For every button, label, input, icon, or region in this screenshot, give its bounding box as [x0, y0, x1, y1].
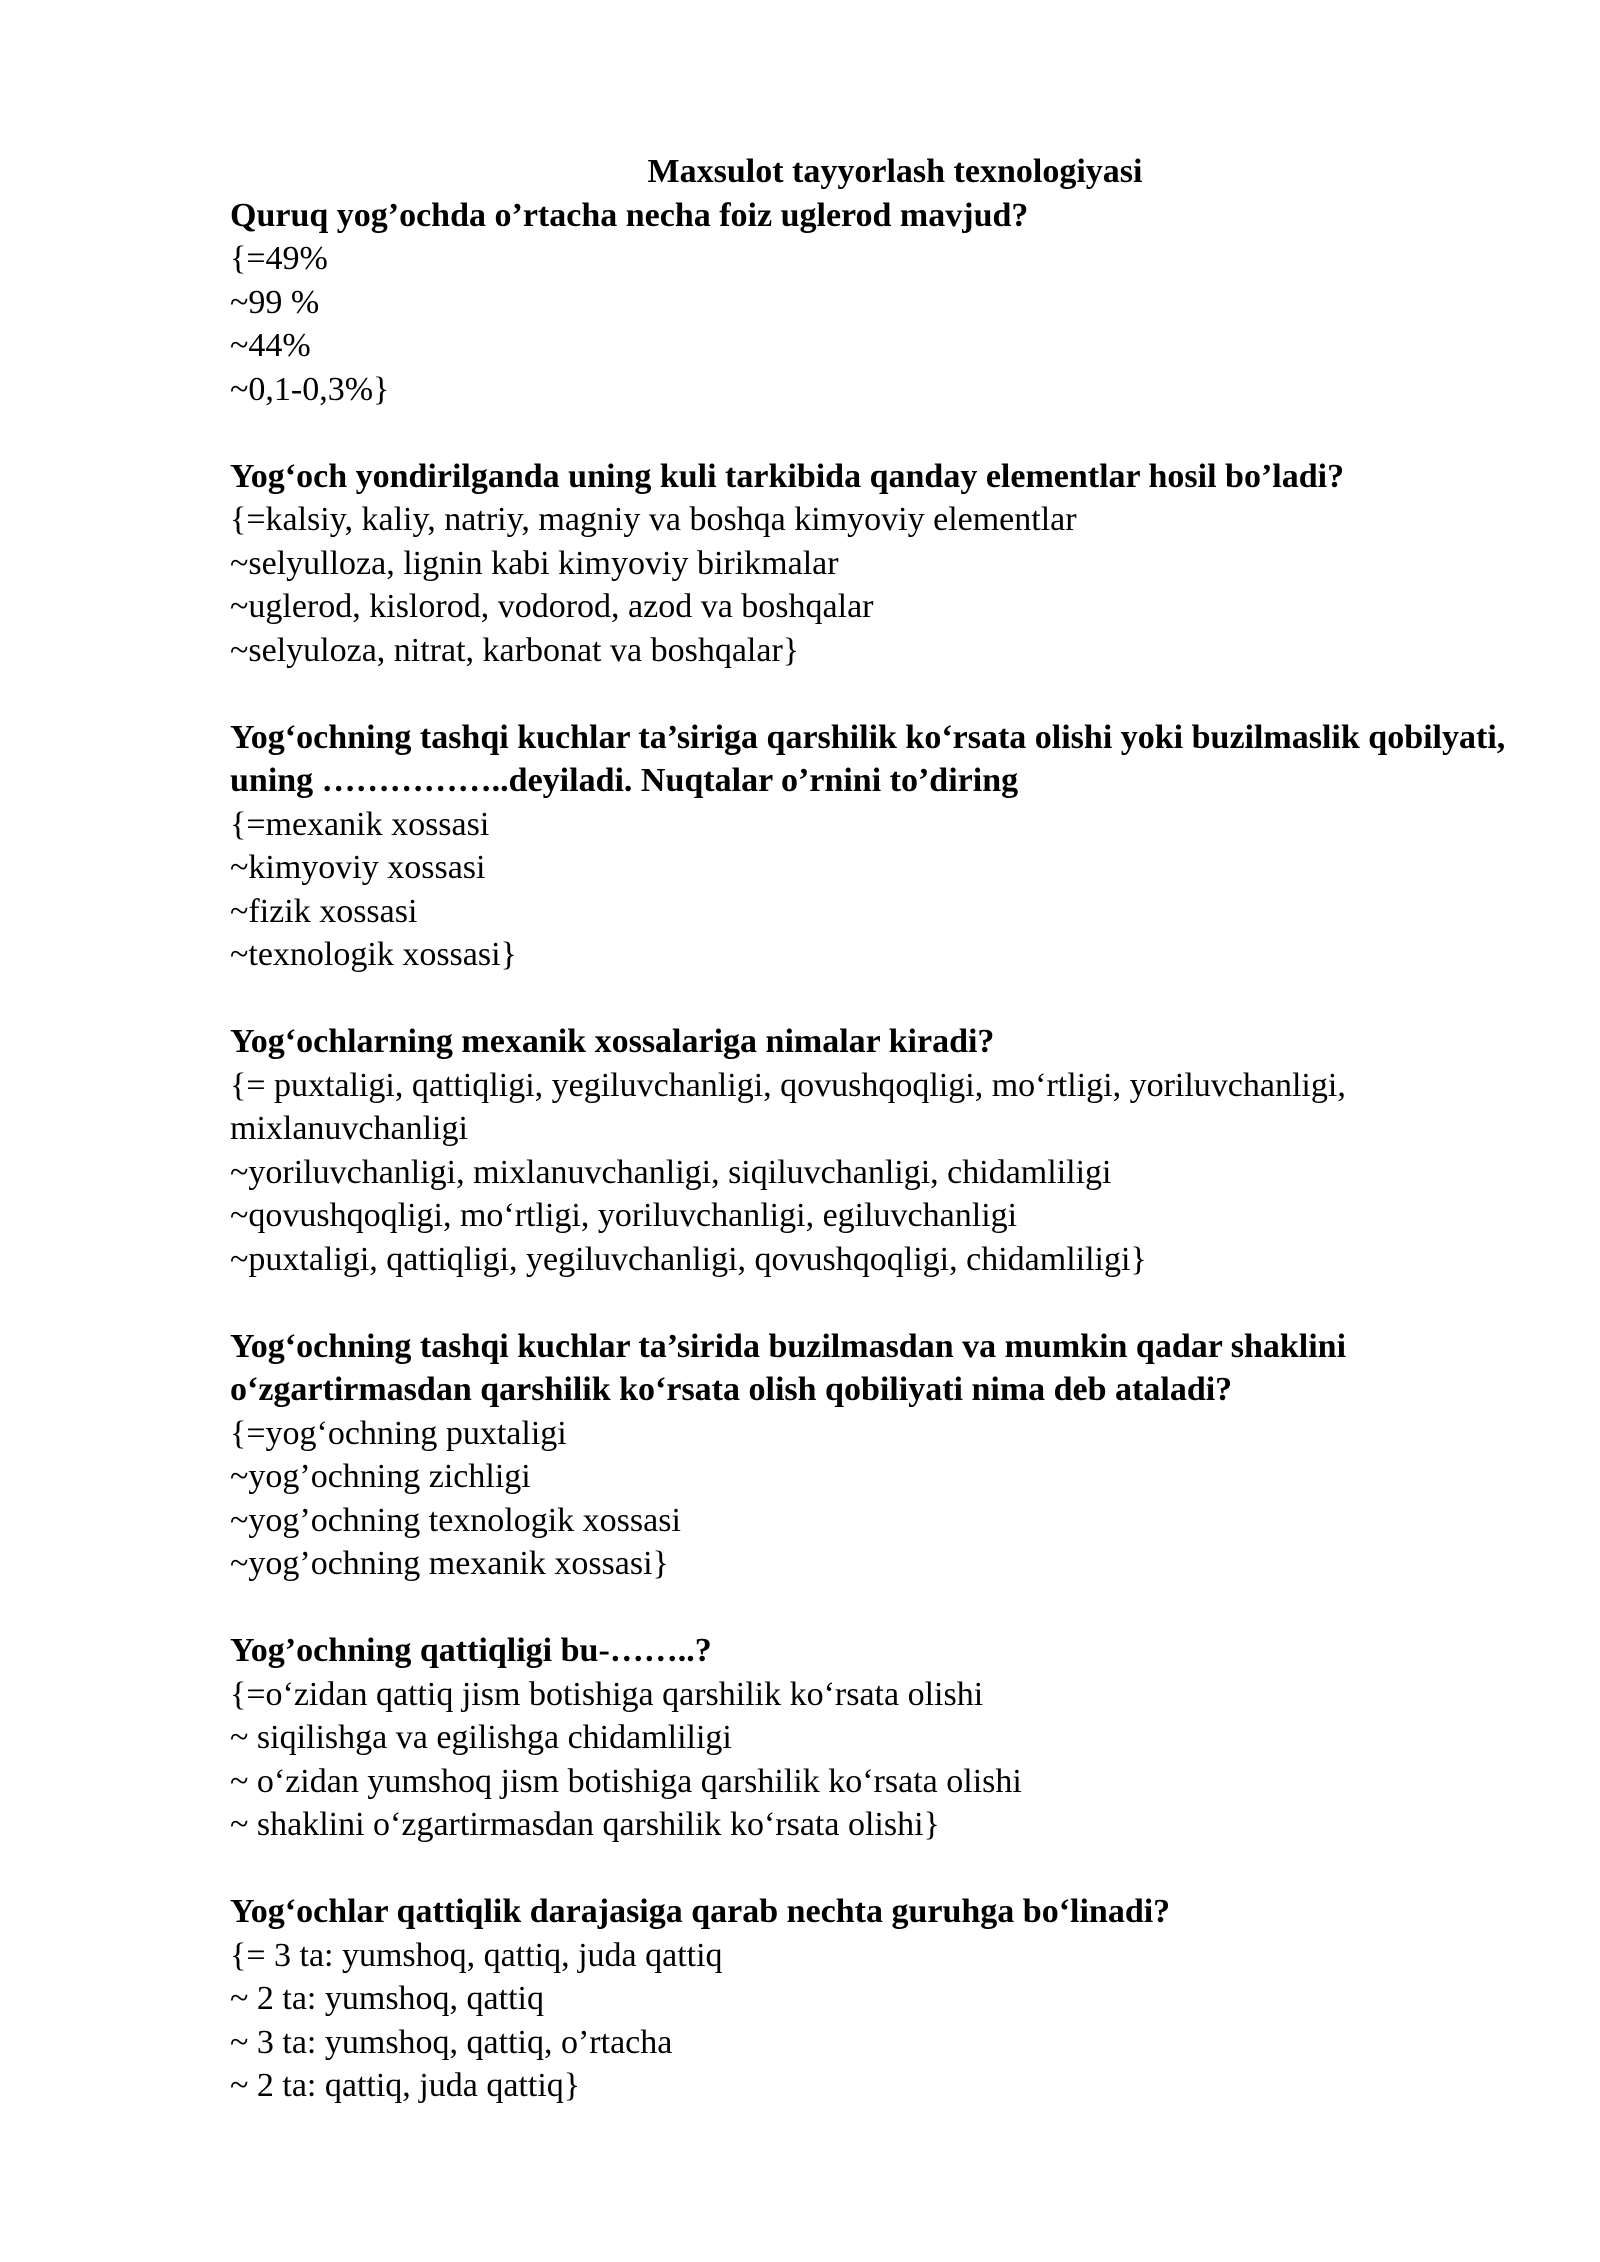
answer-option: ~0,1-0,3%}	[230, 370, 390, 408]
answer-option: ~fizik xossasi	[230, 892, 418, 930]
document-title: Maxsulot tayyorlash texnologiyasi	[647, 153, 1143, 190]
answer-option: ~ o‘zidan yumshoq jism botishiga qarshilik ko‘rsata olishi	[230, 1762, 1022, 1800]
answer-option: ~yog’ochning mexanik xossasi}	[230, 1545, 669, 1582]
answer-option: ~ shaklini o‘zgartirmasdan qarshilik ko‘rsata olishi}	[230, 1806, 940, 1843]
answer-option: ~qovushqoqligi, mo‘rtligi, yoriluvchanligi, egiluvchanligi	[230, 1197, 1018, 1234]
answer-option: {= 3 ta: yumshoq, qattiq, juda qattiq	[230, 1936, 723, 1974]
question-block-5	[230, 1325, 1520, 1586]
answer-option: ~puxtaligi, qattiqligi, yegiluvchanligi, qovushqoqligi, chidamliligi}	[230, 1240, 1147, 1278]
answer-option: {=yog‘ochning puxtaligi	[230, 1414, 567, 1452]
answer-option: ~yog’ochning zichligi	[230, 1458, 531, 1495]
answer-option: ~44%	[230, 327, 311, 364]
answer-option: {=o‘zidan qattiq jism botishiga qarshilik ko‘rsata olishi	[230, 1675, 984, 1713]
answer-option: ~ 3 ta: yumshoq, qattiq, o’rtacha	[230, 2023, 673, 2061]
question-text: Yog‘och yondirilganda uning kuli tarkibida qanday elementlar hosil bo’ladi?	[230, 457, 1345, 495]
answer-option: ~yoriluvchanligi, mixlanuvchanligi, siqiluvchanligi, chidamliligi	[230, 1153, 1112, 1191]
answer-option: {=49%	[230, 240, 328, 277]
answer-option: ~99 %	[230, 283, 320, 321]
question-block-1	[230, 194, 1520, 412]
answer-option: {= puxtaligi, qattiqligi, yegiluvchanligi, qovushqoqligi, mo‘rtligi, yoriluvchanligi, mixlanuvchanligi	[230, 1066, 1346, 1147]
answer-option: ~ 2 ta: qattiq, juda qattiq}	[230, 2067, 581, 2104]
answer-option: ~uglerod, kislorod, vodorod, azod va boshqalar	[230, 588, 874, 625]
question-block-7	[230, 1890, 1520, 2108]
question-text: Quruq yog’ochda o’rtacha necha foiz uglerod mavjud?	[230, 196, 1029, 234]
question-text: Yog‘ochning tashqi kuchlar ta’siriga qarshilik ko‘rsata olishi yoki buzilmaslik qobilyati, uning ……………..deyiladi. Nuqtalar o’rnini to’diring	[230, 718, 1506, 799]
question-block-2	[230, 455, 1520, 673]
question-block-4	[230, 1020, 1520, 1281]
question-text: Yog‘ochlarning mexanik xossalariga nimalar kiradi?	[230, 1023, 995, 1060]
question-text: Yog‘ochning tashqi kuchlar ta’sirida buzilmasdan va mumkin qadar shaklini o‘zgartirmasdan qarshilik ko‘rsata olish qobiliyati nima deb ataladi?	[230, 1327, 1347, 1408]
answer-option: ~selyulloza, lignin kabi kimyoviy birikmalar	[230, 544, 839, 582]
question-text: Yog’ochning qattiqligi bu-……..?	[230, 1632, 712, 1669]
answer-option: {=mexanik xossasi	[230, 805, 490, 843]
answer-option: ~texnologik xossasi}	[230, 936, 517, 973]
question-text: Yog‘ochlar qattiqlik darajasiga qarab nechta guruhga bo‘linadi?	[230, 1893, 1171, 1930]
question-block-6	[230, 1629, 1520, 1847]
answer-option: ~kimyoviy xossasi	[230, 849, 486, 886]
answer-option: ~selyuloza, nitrat, karbonat va boshqalar}	[230, 631, 800, 669]
question-block-3	[230, 716, 1520, 977]
document-page	[230, 150, 1520, 2151]
answer-option: ~ 2 ta: yumshoq, qattiq	[230, 1980, 544, 2017]
answer-option: ~yog’ochning texnologik xossasi	[230, 1501, 681, 1539]
answer-option: ~ siqilishga va egilishga chidamliligi	[230, 1719, 732, 1756]
answer-option: {=kalsiy, kaliy, natriy, magniy va boshqa kimyoviy elementlar	[230, 501, 1077, 538]
